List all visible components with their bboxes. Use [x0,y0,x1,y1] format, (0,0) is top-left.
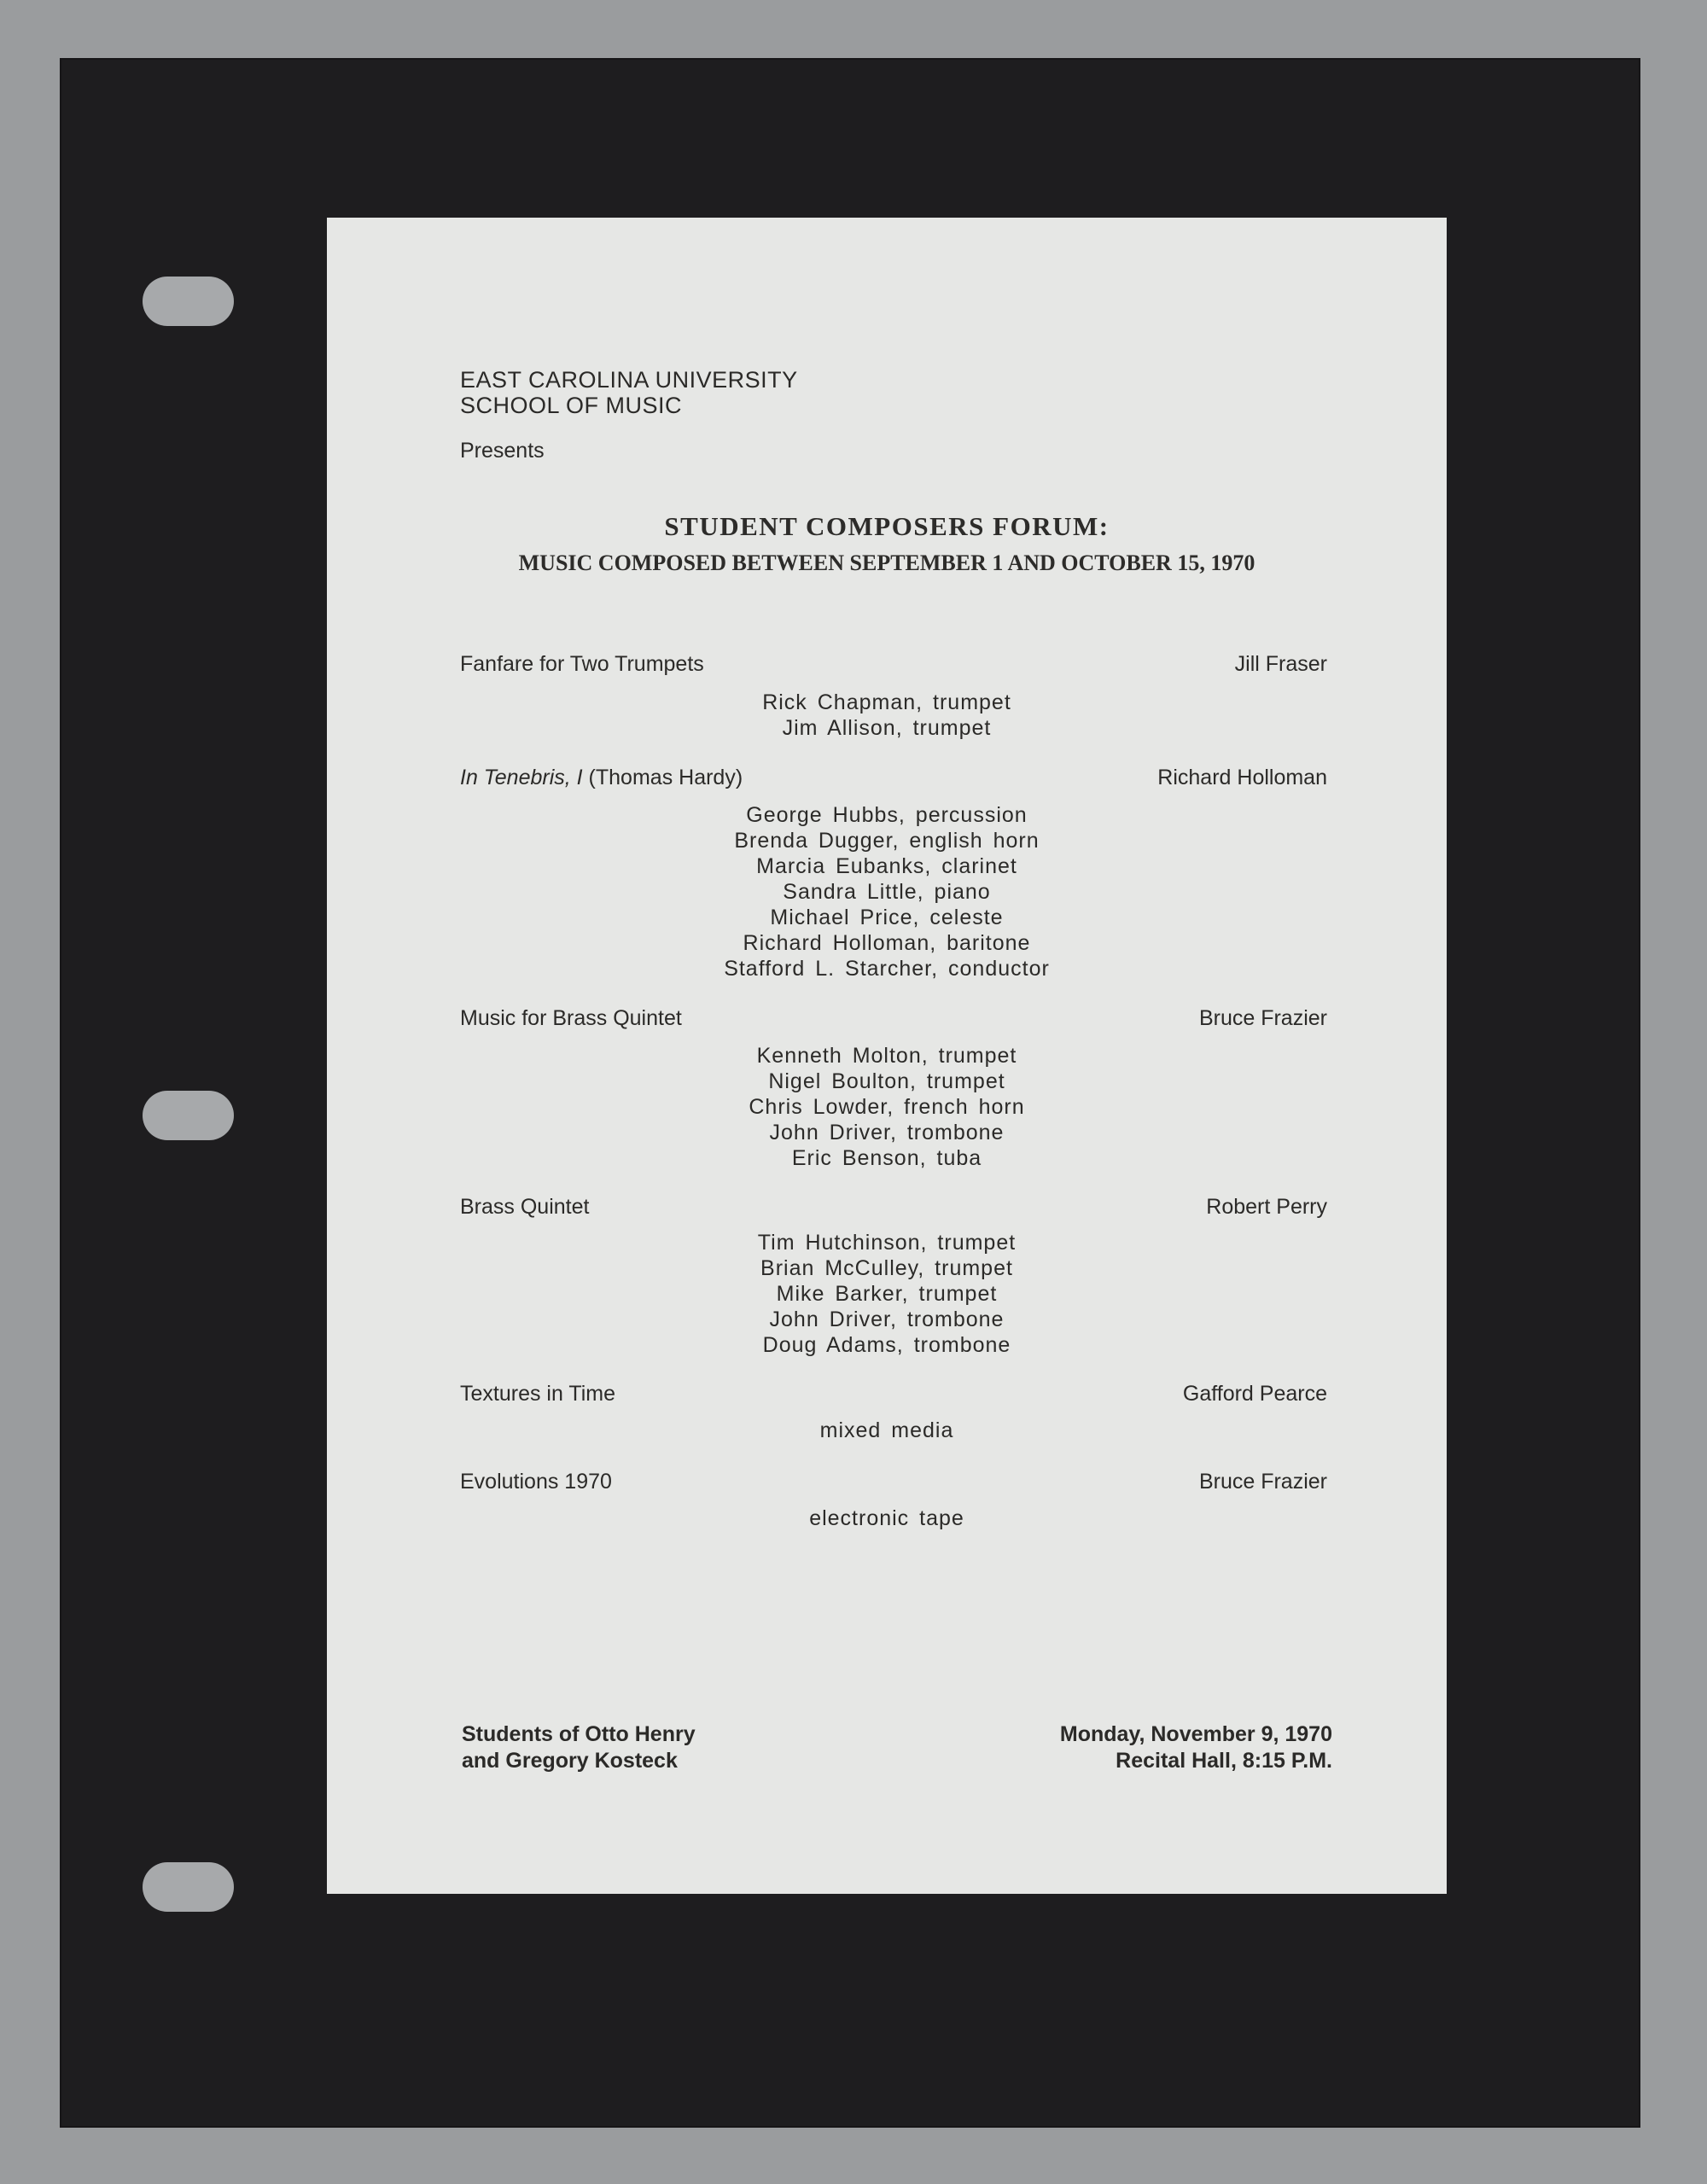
performance-medium: electronic tape [809,1506,964,1530]
composer-name: Bruce Frazier [1198,1470,1327,1494]
performer: Sandra Little, piano [783,880,991,904]
performer: George Hubbs, percussion [746,803,1028,827]
performer: Michael Price, celeste [770,906,1004,929]
program-subtitle: MUSIC COMPOSED BETWEEN SEPTEMBER 1 AND OCTOBER 15, 1970 [518,550,1255,575]
performer-list [327,802,1447,981]
binder-hole-top [143,277,234,326]
performer-list [327,1418,1447,1443]
binder-hole-middle [143,1091,234,1140]
concert-program-page [327,218,1447,1894]
piece-title: Fanfare for Two Trumpets [460,652,704,676]
piece-title: Evolutions 1970 [460,1470,612,1494]
performer: John Driver, trombone [769,1307,1005,1331]
performer: John Driver, trombone [769,1121,1005,1144]
composer-name: Jill Fraser [1234,652,1327,676]
footer-date-venue [1060,1721,1332,1774]
binder-hole-bottom [143,1862,234,1912]
presents-label: Presents [460,439,545,463]
footer-teachers-line2: and Gregory Kosteck [462,1749,678,1773]
program-title: STUDENT COMPOSERS FORUM: [664,511,1110,541]
performer-list [327,690,1447,741]
composer-name: Robert Perry [1206,1195,1327,1219]
performer: Chris Lowder, french horn [749,1095,1025,1119]
composer-name: Richard Holloman [1157,766,1327,789]
performer-list [327,1506,1447,1531]
concert-venue-time: Recital Hall, 8:15 P.M. [1116,1749,1332,1773]
performer: Eric Benson, tuba [791,1146,982,1170]
performer: Doug Adams, trombone [762,1333,1011,1357]
performer: Rick Chapman, trumpet [762,690,1011,714]
performer-list [327,1043,1447,1171]
piece-title-poet: (Thomas Hardy) [582,766,743,789]
performer: Jim Allison, trumpet [782,716,992,740]
performer: Mike Barker, trumpet [776,1282,998,1306]
performer: Richard Holloman, baritone [743,931,1031,955]
performer: Brian McCulley, trumpet [760,1256,1013,1280]
footer-teachers [462,1721,696,1774]
concert-date: Monday, November 9, 1970 [1059,1722,1332,1746]
piece-title [460,765,743,790]
performer: Marcia Eubanks, clarinet [756,854,1017,878]
performer: Kenneth Molton, trumpet [756,1044,1017,1068]
piece-title: Textures in Time [460,1382,616,1406]
piece-title: Brass Quintet [460,1195,590,1219]
performer-list [327,1230,1447,1358]
performer: Tim Hutchinson, trumpet [757,1231,1017,1255]
performance-medium: mixed media [819,1418,954,1442]
performer: Brenda Dugger, english horn [734,829,1040,853]
performer: Stafford L. Starcher, conductor [724,957,1050,981]
performer: Nigel Boulton, trumpet [768,1069,1005,1093]
composer-name: Gafford Pearce [1182,1382,1327,1406]
school-name: SCHOOL OF MUSIC [460,393,683,418]
piece-title: Music for Brass Quintet [460,1006,682,1030]
composer-name: Bruce Frazier [1198,1006,1327,1030]
piece-title-italic: In Tenebris, I [460,766,583,789]
footer-teachers-line1: Students of Otto Henry [462,1722,696,1746]
university-name: EAST CAROLINA UNIVERSITY [460,367,798,393]
